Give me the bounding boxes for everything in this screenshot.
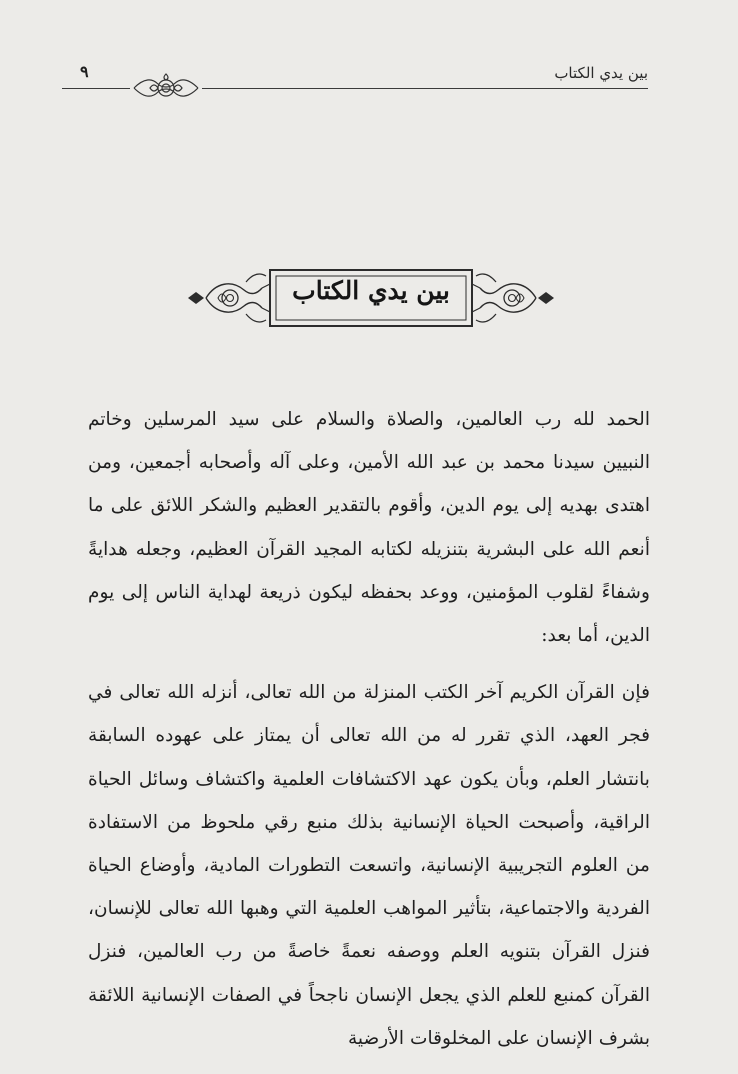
paragraph-2: فإن القرآن الكريم آخر الكتب المنزلة من الله تعالى، أنزله الله تعالى في فجر العهد، الذي تقرر له من الله تعالى أن يمتاز على عهوده السابقة بانتشار العلم، وبأن يكون عهد الاكتشافات العلمية واكتشاف وسائل الحياة الراقية، وأصبحت الحياة الإنسانية بذلك منبع رقي ملحوظ من الاستفادة من العلوم التجريبية الإنسانية، واتسعت التطورات المادية، وأوضاع الحياة الفردية والاجتماعية، بتأثير المواهب العلمية التي وهبها الله تعالى للإنسان، فنزل القرآن بتنويه العلم ووصفه نعمةً خاصةً من رب العالمين، فنزل القرآن كمنبع للعلم الذي يجعل الإنسان ناجحاً في الصفات الإنسانية اللائقة بشرف الإنسان على المخلوقات الأرضية	[88, 682, 650, 1049]
body-text	[88, 398, 650, 1060]
header-ornament-icon	[130, 68, 202, 102]
page-number: ٩	[80, 62, 89, 81]
running-title: بين يدي الكتاب	[554, 64, 648, 82]
chapter-title-frame	[186, 262, 556, 334]
chapter-title: بين يدي الكتاب	[292, 276, 450, 305]
paragraph-1: الحمد لله رب العالمين، والصلاة والسلام على سيد المرسلين وخاتم النبيين سيدنا محمد بن عبد الله الأمين، وعلى آله وأصحابه أجمعين، ومن اهتدى بهديه إلى يوم الدين، وأقوم بالتقدير العظيم والشكر اللائق على ما أنعم الله على البشرية بتنزيله لكتابه المجيد القرآن العظيم، وجعله هدايةً وشفاءً لقلوب المؤمنين، ووعد بحفظه ليكون ذريعة لهداية الناس إلى يوم الدين، أما بعد:	[88, 409, 650, 647]
running-header	[62, 60, 648, 94]
